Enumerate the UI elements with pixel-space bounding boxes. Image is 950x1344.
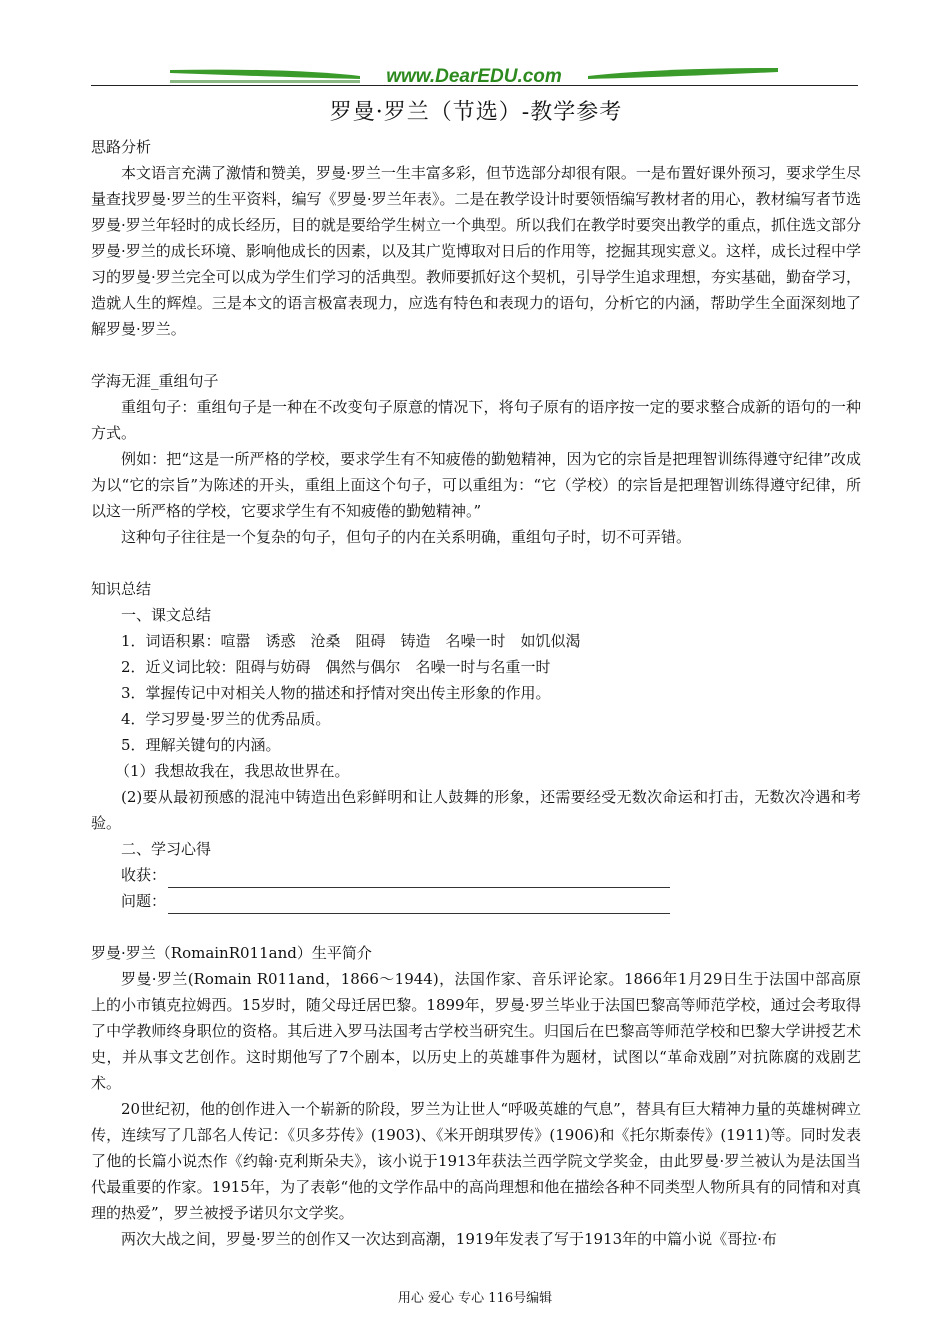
paragraph: 20世纪初，他的创作进入一个崭新的阶段，罗兰为让世人“呼吸英雄的气息”，替具有巨大精神力量的英雄树碑立传，连续写了几部名人传记：《贝多芬传》(1903)、《米开朗琪罗传》(1906)和《托尔斯泰传》(1911)等。同时发表了他的长篇小说杰作《约翰·克利斯朵夫》，该小说于1913年获法兰西学院文学奖金，由此罗曼·罗兰被认为是法国当代最重要的作家。1915年，为了表彰“他的文学作品中的高尚理想和他在描绘各种不同类型人物所具有的同情和对真理的热爱”，罗兰被授予诺贝尔文学奖。 xyxy=(91,1100,861,1222)
paragraph: 本文语言充满了激情和赞美，罗曼·罗兰一生丰富多彩，但节选部分却很有限。一是布置好课外预习，要求学生尽量查找罗曼·罗兰的生平资料，编写《罗曼·罗兰年表》。二是在教学设计时要领悟编写教材者的用心，教材编写者节选罗曼·罗兰年轻时的成长经历，目的就是要给学生树立一个典型。所以我们在教学时要突出教学的重点，抓住选文部分罗曼·罗兰的成长环境、影响他成长的因素，以及其广览博取对日后的作用等，挖掘其现实意义。这样，成长过程中学习的罗曼·罗兰完全可以成为学生们学习的活典型。教师要抓好这个契机，引导学生追求理想，夯实基础，勤奋学习，造就人生的辉煌。三是本文的语言极富表现力，应选有特色和表现力的语句，分析它的内涵，帮助学生全面深刻地了解罗曼·罗兰。 xyxy=(91,164,861,338)
section-heading: 学海无涯_重组句子 xyxy=(91,372,219,390)
paragraph: 两次大战之间，罗曼·罗兰的创作又一次达到高潮，1919年发表了写于1913年的中篇小说《哥拉·布 xyxy=(121,1230,777,1248)
gain-label: 收获： xyxy=(121,866,167,884)
subheading: 一、课文总结 xyxy=(121,606,212,624)
site-logo-text: www.DearEDU.com xyxy=(386,66,562,87)
page-footer: 用心 爱心 专心 116号编辑 xyxy=(397,1291,553,1306)
list-item: 5．理解关键句的内涵。 xyxy=(121,736,281,754)
document-body xyxy=(91,96,861,1252)
problem-blank-line xyxy=(168,896,670,914)
subheading: 二、学习心得 xyxy=(121,840,212,858)
section-heading: 思路分析 xyxy=(91,138,152,156)
list-item: 2．近义词比较：阻碍与妨碍 偶然与偶尔 名噪一时与名重一时 xyxy=(121,658,551,676)
list-item: 3．掌握传记中对相关人物的描述和抒情对突出传主形象的作用。 xyxy=(121,684,551,702)
paragraph: 重组句子：重组句子是一种在不改变句子原意的情况下，将句子原有的语序按一定的要求整合成新的语句的一种方式。 xyxy=(91,398,861,442)
problem-label: 问题： xyxy=(121,892,167,910)
paragraph: 罗曼·罗兰(Romain R011and，1866～1944)，法国作家、音乐评论家。1866年1月29日生于法国中部高原上的小市镇克拉姆西。15岁时，随父母迁居巴黎。1899年，罗曼·罗兰毕业于法国巴黎高等师范学校，通过会考取得了中学教师终身职位的资格。其后进入罗马法国考古学校当研究生。归国后在巴黎高等师范学校和巴黎大学讲授艺术史，并从事文艺创作。这时期他写了7个剧本，以历史上的英雄事件为题材，试图以“革命戏剧”对抗陈腐的戏剧艺术。 xyxy=(91,970,861,1092)
key-sentence: （1）我想故我在，我思故世界在。 xyxy=(115,762,350,780)
page-title: 罗曼·罗兰（节选）-教学参考 xyxy=(329,100,623,125)
key-sentence: (2)要从最初预感的混沌中铸造出色彩鲜明和让人鼓舞的形象，还需要经受无数次命运和打击，无数次冷遇和考验。 xyxy=(91,788,861,832)
section-heading: 罗曼·罗兰（RomainR011and）生平简介 xyxy=(91,944,372,962)
list-item: 1．词语积累：喧嚣 诱惑 沧桑 阻碍 铸造 名噪一时 如饥似渴 xyxy=(121,632,581,650)
paragraph: 这种句子往往是一个复杂的句子，但句子的内在关系明确，重组句子时，切不可弄错。 xyxy=(121,528,692,546)
paragraph: 例如：把“这是一所严格的学校，要求学生有不知疲倦的勤勉精神，因为它的宗旨是把理智训练得遵守纪律”改成为以“它的宗旨”为陈述的开头，重组上面这个句子，可以重组为：“它（学校）的宗旨是把理智训练得遵守纪律，所以这一所严格的学校，它要求学生有不知疲倦的勤勉精神。” xyxy=(91,450,861,520)
list-item: 4．学习罗曼·罗兰的优秀品质。 xyxy=(121,710,331,728)
gain-field xyxy=(91,862,861,888)
section-heading: 知识总结 xyxy=(91,580,152,598)
problem-field xyxy=(91,888,861,914)
gain-blank-line xyxy=(168,870,670,888)
header-rule xyxy=(91,85,858,86)
